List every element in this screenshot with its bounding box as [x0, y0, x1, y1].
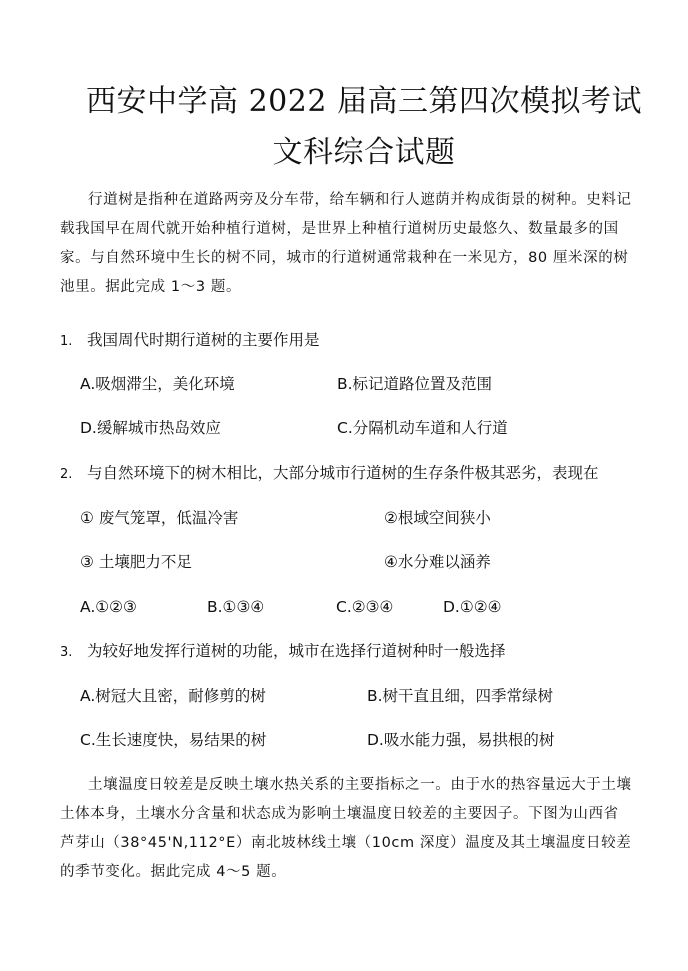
- question-2: [60, 462, 650, 486]
- q3-option-d[interactable]: D.吸水能力强，易拱根的树: [367, 731, 555, 749]
- q2-option-b[interactable]: B.①③④: [207, 598, 265, 616]
- question-number: 1.: [60, 334, 73, 349]
- q3-option-a[interactable]: A.树冠大且密，耐修剪的树: [80, 687, 266, 705]
- q1-option-c[interactable]: C.分隔机动车道和人行道: [337, 419, 508, 437]
- exam-title: 西安中学高 2022 届高三第四次模拟考试: [86, 84, 642, 119]
- question-stem: 我国周代时期行道树的主要作用是: [86, 331, 320, 349]
- q2-option-a[interactable]: A.①②③: [80, 598, 137, 616]
- question-1: [60, 329, 650, 353]
- question-number: 2.: [60, 467, 73, 482]
- q3-option-b[interactable]: B.树干直且细，四季常绿树: [367, 687, 554, 705]
- passage-2-text: 土壤温度日较差是反映土壤水热关系的主要指标之一。由于水的热容量远大于土壤土体本身，土壤水分含量和状态成为影响土壤温度日较差的主要因子。下图为山西省芦芽山（38°45'N,112°E）南北坡林线土壤（10cm 深度）温度及其土壤温度日较差的季节变化。据此完成 4～5 题。: [60, 777, 632, 880]
- q2-item-4: ④水分难以涵养: [384, 553, 491, 571]
- question-stem: 为较好地发挥行道树的功能，城市在选择行道树种时一般选择: [86, 642, 506, 660]
- question-3: [60, 640, 650, 664]
- q2-item-1: ① 废气笼罩，低温冷害: [80, 509, 239, 527]
- q2-option-d[interactable]: D.①②④: [443, 598, 502, 616]
- passage-1-text: 行道树是指种在道路两旁及分车带，给车辆和行人遮荫并构成街景的树种。史料记载我国早在周代就开始种植行道树，是世界上种植行道树历史最悠久、数量最多的国家。与自然环境中生长的树不同，城市的行道树通常栽种在一米见方，80 厘米深的树池里。据此完成 1～3 题。: [60, 192, 632, 295]
- q2-option-c[interactable]: C.②③④: [336, 598, 394, 616]
- exam-subtitle: 文科综合试题: [272, 135, 456, 170]
- q1-option-a[interactable]: A.吸烟滞尘，美化环境: [80, 375, 235, 393]
- question-stem: 与自然环境下的树木相比，大部分城市行道树的生存条件极其恶劣，表现在: [86, 464, 599, 482]
- reading-passage-1: [60, 186, 632, 302]
- question-number: 3.: [60, 645, 73, 660]
- q2-item-3: ③ 土壤肥力不足: [80, 553, 192, 571]
- q1-option-b[interactable]: B.标记道路位置及范围: [337, 375, 493, 393]
- q1-option-d[interactable]: D.缓解城市热岛效应: [80, 419, 221, 437]
- q2-item-2: ②根域空间狭小: [384, 509, 491, 527]
- reading-passage-2: [60, 771, 632, 887]
- q3-option-c[interactable]: C.生长速度快，易结果的树: [80, 731, 267, 749]
